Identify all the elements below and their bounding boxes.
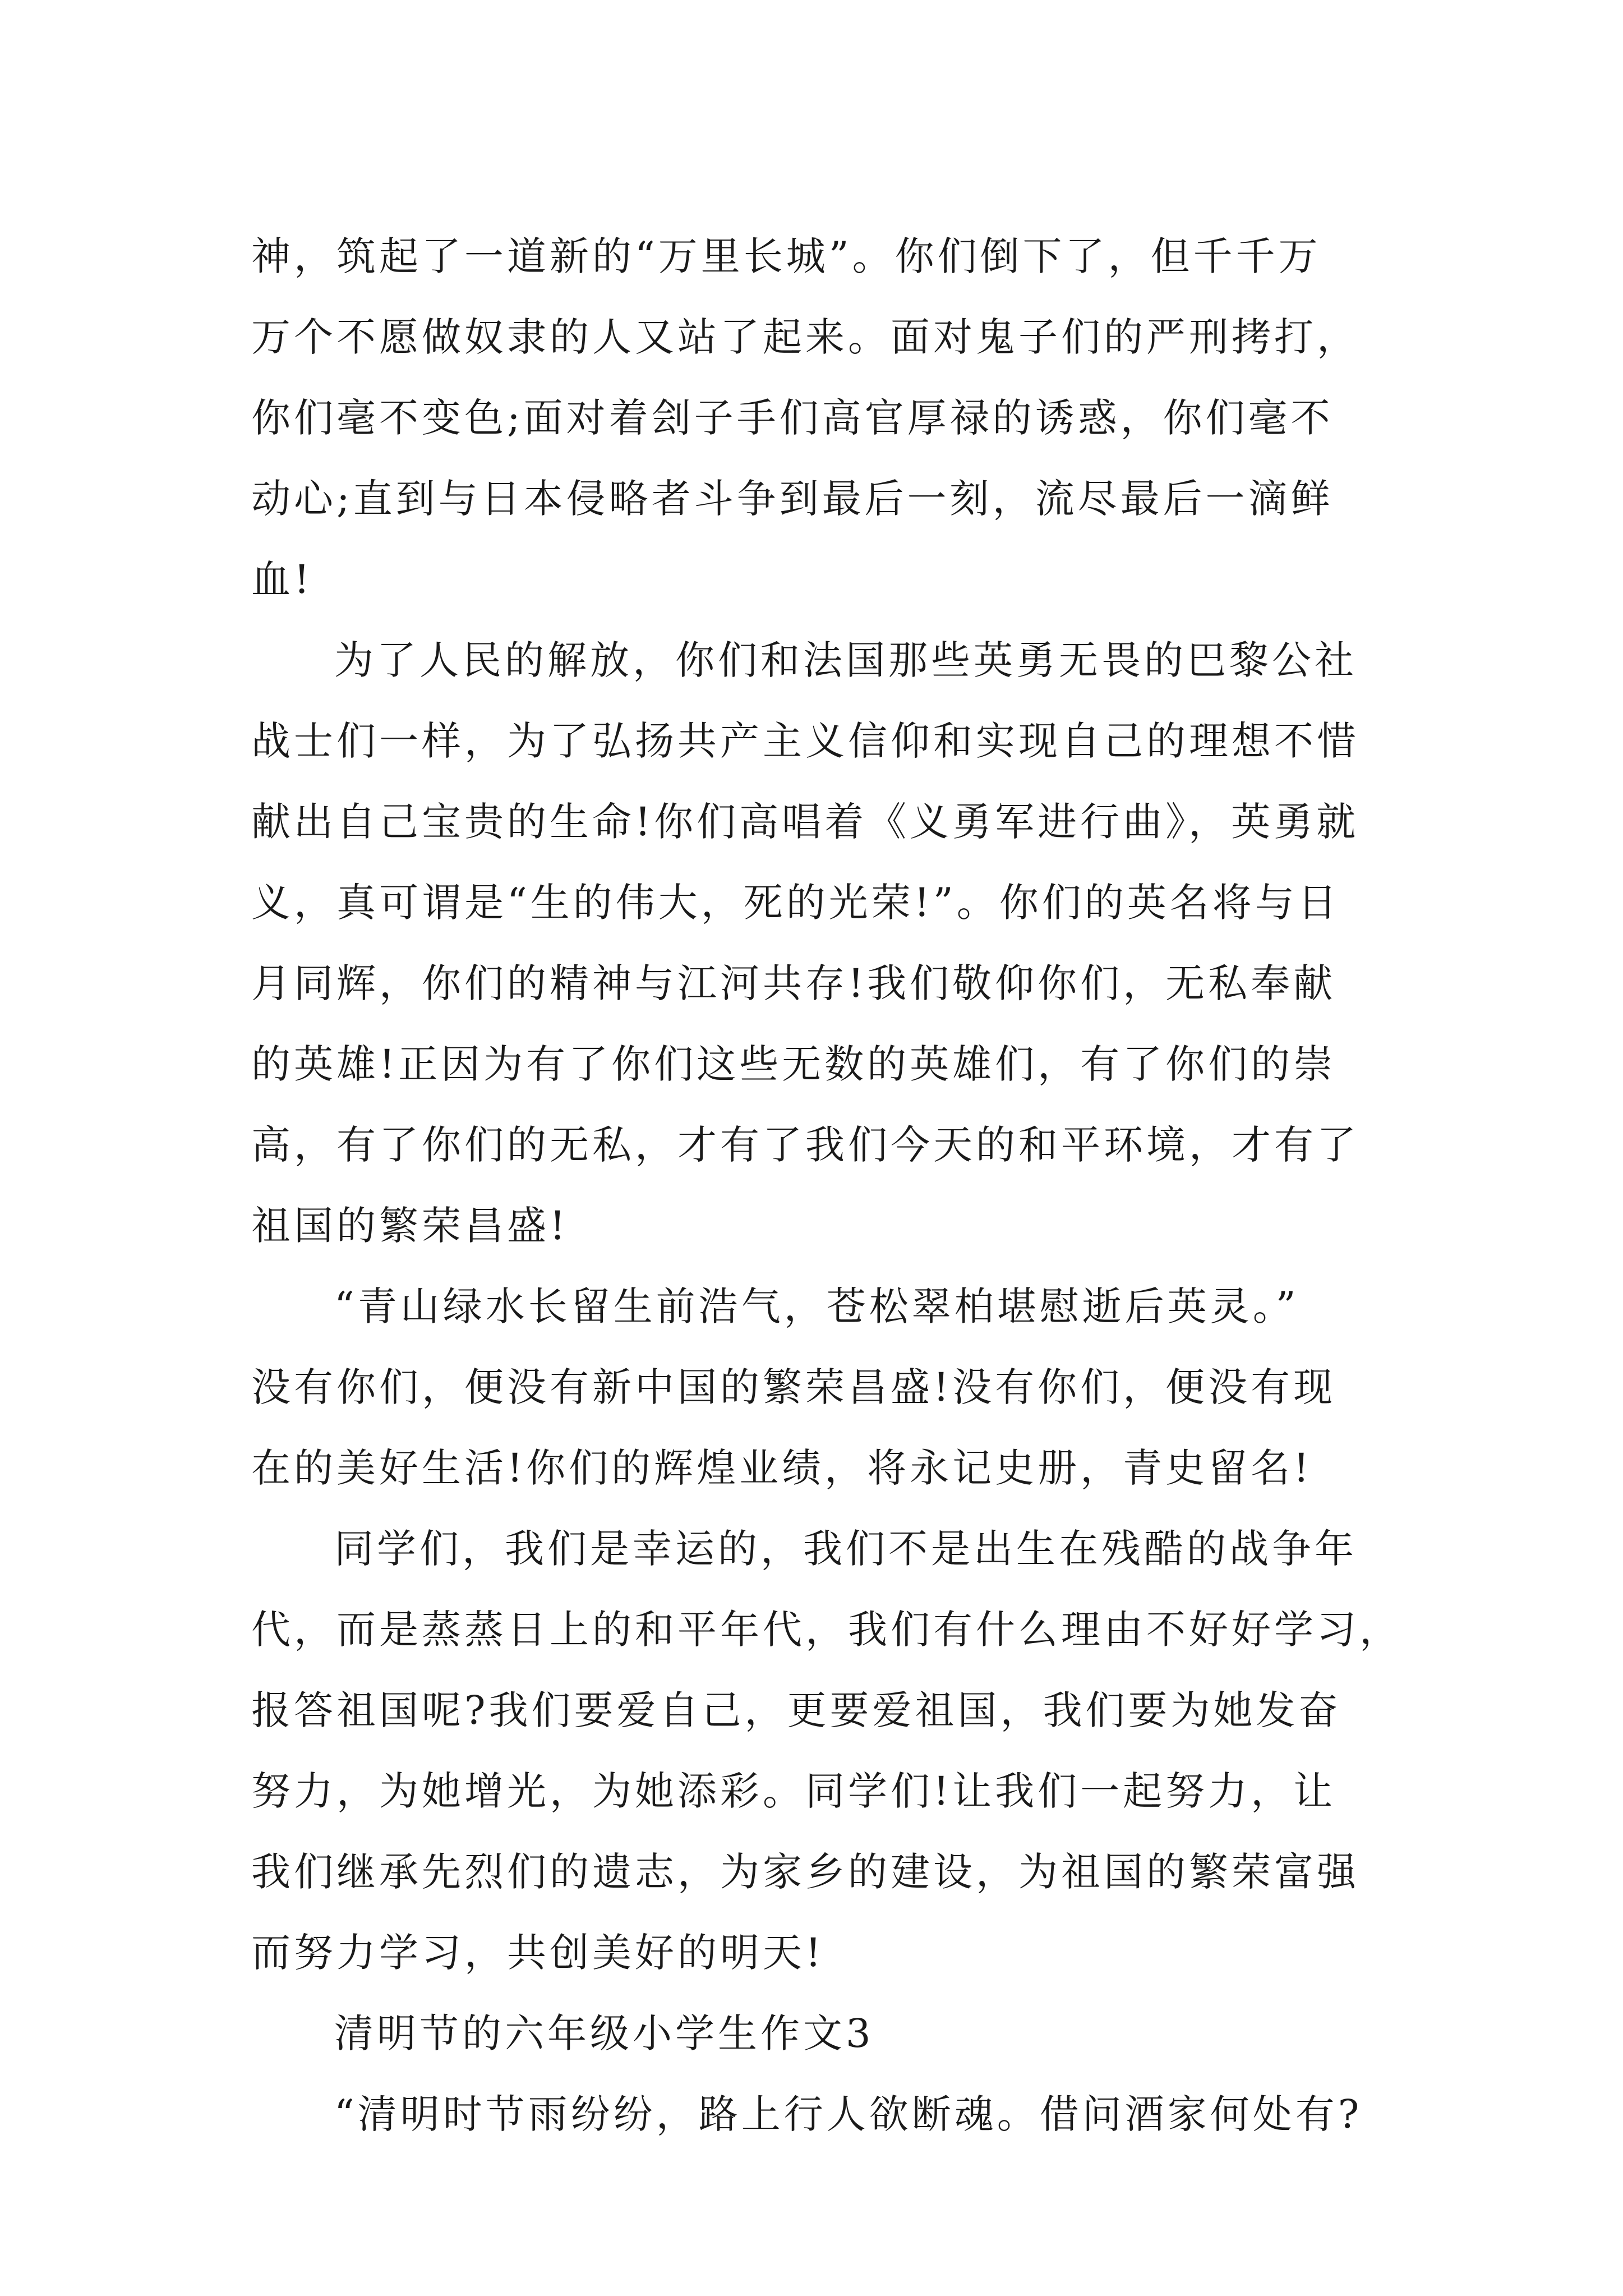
section-heading: 清明节的六年级小学生作文3 xyxy=(334,2010,874,2056)
text-line: 义，真可谓是“生的伟大，死的光荣!”。你们的英名将与日 xyxy=(251,880,1340,926)
text-line: 战士们一样，为了弘扬共产主义信仰和实现自己的理想不惜 xyxy=(251,718,1359,764)
quote-line: “青山绿水长留生前浩气，苍松翠柏堪慰逝后英灵。” xyxy=(334,1283,1299,1329)
text-line: 你们毫不变色;面对着刽子手们高官厚禄的诱惑，你们毫不 xyxy=(251,395,1334,441)
text-line: 而努力学习，共创美好的明天! xyxy=(251,1930,825,1976)
text-line: 高，有了你们的无私，才有了我们今天的和平环境，才有了 xyxy=(251,1122,1359,1168)
paragraph-start-line: 为了人民的解放，你们和法国那些英勇无畏的巴黎公社 xyxy=(334,637,1357,683)
text-line: 神，筑起了一道新的“万里长城”。你们倒下了，但千千万 xyxy=(251,233,1321,279)
text-line: 代，而是蒸蒸日上的和平年代，我们有什么理由不好好学习， xyxy=(251,1607,1402,1653)
text-line: 献出自己宝贵的生命!你们高唱着《义勇军进行曲》，英勇就 xyxy=(251,799,1359,845)
text-line: 动心;直到与日本侵略者斗争到最后一刻，流尽最后一滴鲜 xyxy=(251,476,1334,522)
text-line: 的英雄!正因为有了你们这些无数的英雄们，有了你们的崇 xyxy=(251,1041,1336,1087)
paragraph-start-line: 同学们，我们是幸运的，我们不是出生在残酷的战争年 xyxy=(334,1526,1357,1572)
text-line: 努力，为她增光，为她添彩。同学们!让我们一起努力，让 xyxy=(251,1768,1336,1814)
text-line: 没有你们，便没有新中国的繁荣昌盛!没有你们，便没有现 xyxy=(251,1364,1336,1410)
text-line: 血! xyxy=(251,556,313,602)
text-line: 报答祖国呢?我们要爱自己，更要爱祖国，我们要为她发奋 xyxy=(251,1687,1341,1733)
quote-line: “清明时节雨纷纷，路上行人欲断魂。借问酒家何处有? xyxy=(334,2091,1363,2137)
body-text xyxy=(251,216,1402,2155)
text-line: 在的美好生活!你们的辉煌业绩，将永记史册，青史留名! xyxy=(251,1445,1313,1491)
text-line: 我们继承先烈们的遗志，为家乡的建设，为祖国的繁荣富强 xyxy=(251,1849,1359,1895)
text-line: 月同辉，你们的精神与江河共存!我们敬仰你们，无私奉献 xyxy=(251,960,1336,1006)
text-line: 祖国的繁荣昌盛! xyxy=(251,1203,569,1249)
text-line: 万个不愿做奴隶的人又站了起来。面对鬼子们的严刑拷打， xyxy=(251,314,1359,360)
